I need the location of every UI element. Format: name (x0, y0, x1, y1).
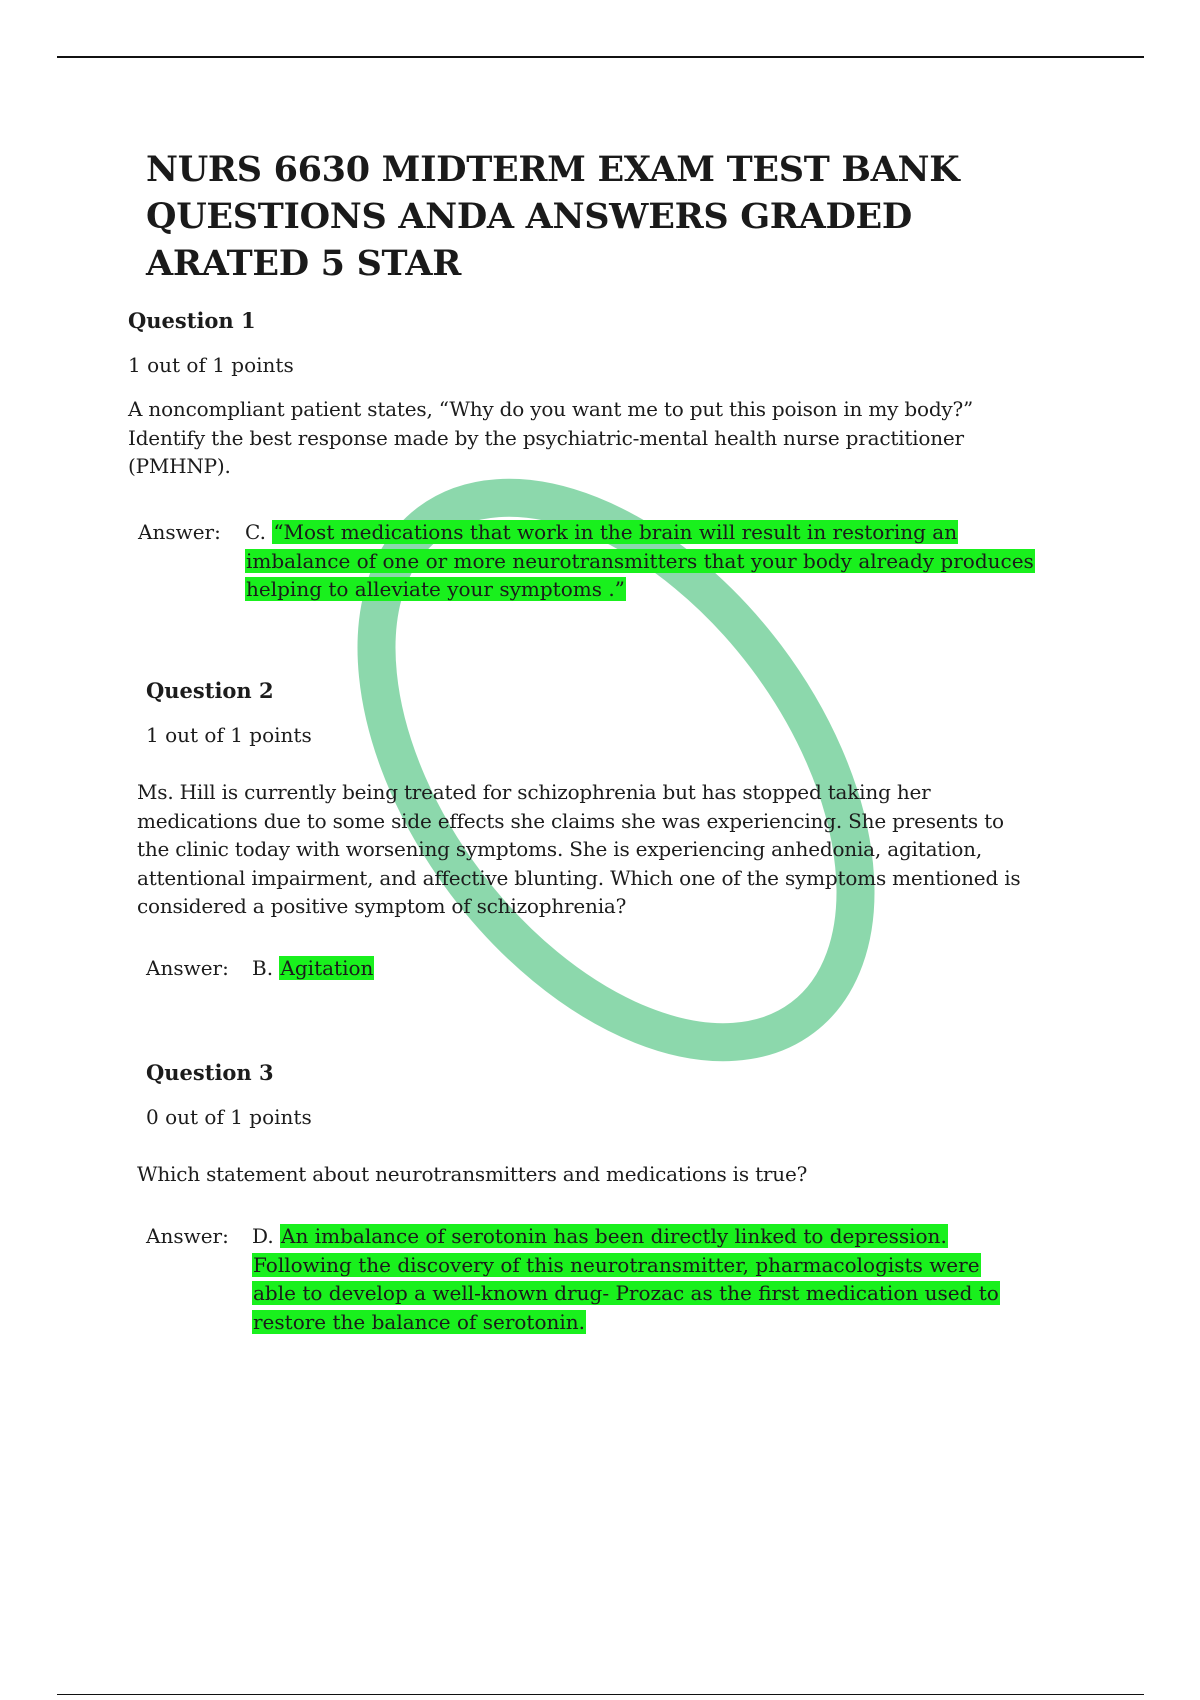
answer-body (252, 954, 1046, 983)
question-text: Which statement about neurotransmitters and medications is true? (137, 1162, 808, 1186)
question-text: A noncompliant patient states, “Why do you want me to put this poison in my body?” Identify the best response made by the psychiatric-mental health nurse practitioner (PMHNP). (128, 397, 974, 478)
question-heading: Question 1 (128, 308, 256, 333)
question-3 (146, 1059, 1046, 1131)
question-2-text-wrap (137, 778, 1042, 921)
question-score: 1 out of 1 points (128, 353, 294, 377)
question-score: 1 out of 1 points (146, 723, 312, 747)
answer-row-3 (146, 1222, 1026, 1336)
answer-letter: C. (245, 520, 266, 544)
answer-letter: B. (252, 956, 274, 980)
answer-label: Answer: (146, 1224, 229, 1248)
answer-body (245, 518, 1058, 604)
answer-row-1 (138, 518, 1058, 604)
question-heading: Question 3 (146, 1060, 274, 1085)
highlighted-answer: “Most medications that work in the brain will result in restoring an imbalance of one or more neurotransmitters that your body already produces helping to alleviate your symptoms .” (246, 520, 1034, 601)
answer-label: Answer: (138, 520, 221, 544)
answer-label: Answer: (146, 956, 229, 980)
question-heading: Question 2 (146, 678, 274, 703)
highlighted-answer: An imbalance of serotonin has been directly linked to depression. Following the discovery of this neurotransmitter, pharmacologists were able to develop a well-known drug- Prozac as the first medication used to restore the balance of serotonin. (253, 1224, 999, 1334)
answer-row-2 (146, 954, 1046, 983)
highlighted-answer: Agitation (280, 956, 374, 980)
question-2 (146, 677, 1046, 749)
answer-letter: D. (252, 1224, 274, 1248)
question-3-text-wrap (137, 1160, 1042, 1189)
question-text: Ms. Hill is currently being treated for schizophrenia but has stopped taking her medications due to some side effects she claims she was experiencing. She presents to the clinic today with worsening symptoms. She is experiencing anhedonia, agitation, attentional impairment, and affective blunting. Which one of the symptoms mentioned is considered a positive symptom of schizophrenia? (137, 780, 1021, 918)
answer-body (252, 1222, 1026, 1336)
question-score: 0 out of 1 points (146, 1105, 312, 1129)
question-1 (128, 307, 1058, 481)
document-title: NURS 6630 MIDTERM EXAM TEST BANK QUESTIONS ANDA ANSWERS GRADED ARATED 5 STAR (146, 149, 960, 284)
